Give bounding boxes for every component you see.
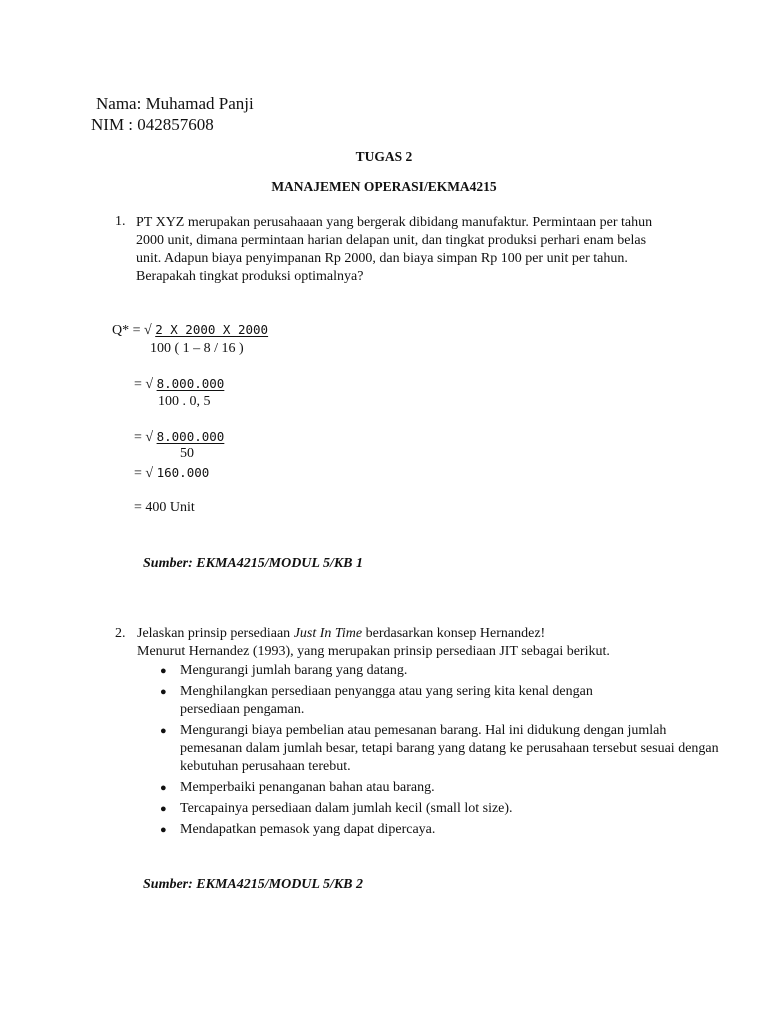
bullet-icon: ● bbox=[160, 824, 167, 836]
calc-step-1-numerator: 2 X 2000 X 2000 bbox=[155, 322, 269, 337]
list-item bbox=[160, 821, 720, 839]
list-item-text: Mendapatkan pemasok yang dapat dipercaya. bbox=[180, 822, 436, 837]
source-1: Sumber: EKMA4215/MODUL 5/KB 1 bbox=[143, 556, 364, 571]
calc-step-4-prefix: = √ bbox=[134, 466, 154, 481]
calc-step-1-prefix: Q* = √ bbox=[112, 323, 152, 338]
bullet-icon: ● bbox=[160, 782, 167, 794]
list-item bbox=[160, 683, 600, 719]
list-item-text: Memperbaiki penanganan bahan atau barang. bbox=[180, 780, 435, 795]
calc-step-4-value: 160.000 bbox=[156, 465, 210, 480]
question-2-text-emphasis: Just In Time bbox=[293, 626, 363, 641]
list-item-text: Menghilangkan persediaan penyangga atau yang sering kita kenal dengan persediaan pengaman. bbox=[180, 684, 593, 717]
question-2-text-pre: Jelaskan prinsip persediaan bbox=[137, 626, 294, 641]
calc-step-3-denominator: 50 bbox=[180, 446, 194, 461]
calc-step-3-numerator: 8.000.000 bbox=[156, 429, 225, 444]
question-1-number: 1. bbox=[115, 214, 126, 229]
list-item-text: Mengurangi biaya pembelian atau pemesanan barang. Hal ini didukung dengan jumlah pemesanan dalam jumlah besar, tetapi barang yang datang ke perusahaan tersebut sesuai dengan kebutuhan perusahaan terebut. bbox=[180, 723, 719, 774]
question-2-text bbox=[137, 626, 545, 642]
bullet-icon: ● bbox=[160, 803, 167, 815]
assignment-title: TUGAS 2 bbox=[355, 149, 413, 164]
student-nim: NIM : 042857608 bbox=[91, 115, 214, 134]
question-2-intro: Menurut Hernandez (1993), yang merupakan prinsip persediaan JIT sebagai berikut. bbox=[137, 644, 610, 659]
calc-step-2 bbox=[134, 376, 224, 393]
calc-step-2-denominator: 100 . 0, 5 bbox=[158, 394, 211, 409]
calc-step-1 bbox=[112, 322, 268, 339]
list-item bbox=[160, 779, 720, 797]
calc-result: = 400 Unit bbox=[134, 500, 195, 515]
question-2-text-post: berdasarkan konsep Hernandez! bbox=[362, 626, 546, 641]
calc-step-3-prefix: = √ bbox=[134, 430, 154, 445]
source-2: Sumber: EKMA4215/MODUL 5/KB 2 bbox=[143, 877, 364, 892]
question-1-text: PT XYZ merupakan perusahaaan yang bergerak dibidang manufaktur. Permintaan per tahun 2000 unit, dimana permintaan harian delapan unit, dan tingkat produksi perhari enam belas unit. Adapun biaya penyimpanan Rp 2000, dan biaya simpan Rp 100 per unit per tahun. Berapakah tingkat produksi optimalnya? bbox=[136, 215, 653, 284]
calc-step-3 bbox=[134, 429, 224, 446]
jit-principles-list bbox=[160, 662, 720, 842]
bullet-icon: ● bbox=[160, 686, 167, 698]
bullet-icon: ● bbox=[160, 725, 167, 737]
calc-step-1-denominator: 100 ( 1 – 8 / 16 ) bbox=[150, 341, 244, 356]
bullet-icon: ● bbox=[160, 665, 167, 677]
calc-step-4 bbox=[134, 465, 209, 482]
calc-step-2-prefix: = √ bbox=[134, 377, 154, 392]
question-2-number: 2. bbox=[115, 626, 126, 641]
list-item-text: Tercapainya persediaan dalam jumlah kecil (small lot size). bbox=[180, 801, 513, 816]
course-title: MANAJEMEN OPERASI/EKMA4215 bbox=[271, 179, 497, 194]
student-name: Nama: Muhamad Panji bbox=[96, 94, 254, 113]
list-item bbox=[160, 800, 720, 818]
list-item bbox=[160, 722, 720, 776]
list-item bbox=[160, 662, 720, 680]
calc-step-2-numerator: 8.000.000 bbox=[156, 376, 225, 391]
list-item-text: Mengurangi jumlah barang yang datang. bbox=[180, 663, 408, 678]
